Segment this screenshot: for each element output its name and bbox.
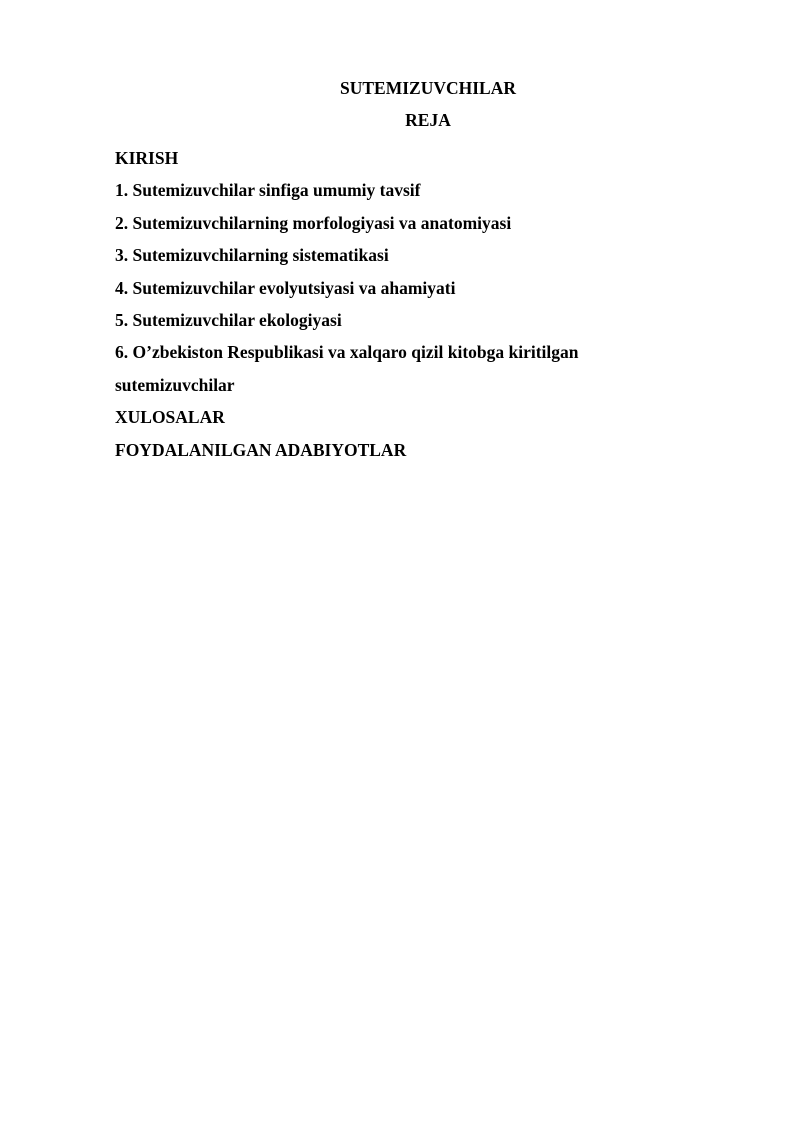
plan-item-2: 2. Sutemizuvchilarning morfologiyasi va anatomiyasi (115, 212, 512, 233)
plan-item-4: 4. Sutemizuvchilar evolyutsiyasi va ahamiyati (115, 277, 456, 298)
plan-item-conclusions: XULOSALAR (115, 407, 225, 428)
plan-list (115, 142, 675, 466)
plan-item-1: 1. Sutemizuvchilar sinfiga umumiy tavsif (115, 180, 421, 201)
plan-item-introduction: KIRISH (115, 148, 179, 168)
plan-item-5: 5. Sutemizuvchilar ekologiyasi (115, 309, 342, 330)
plan-item-references: FOYDALANILGAN ADABIYOTLAR (115, 439, 407, 460)
plan-item-3: 3. Sutemizuvchilarning sistematikasi (115, 245, 389, 266)
document-title: SUTEMIZUVCHILAR (340, 78, 516, 98)
plan-heading: REJA (405, 110, 451, 130)
plan-item-6: 6. O’zbekiston Respublikasi va xalqaro qizil kitobga kiritilgan (115, 342, 579, 363)
plan-item-6-continued: sutemizuvchilar (115, 374, 235, 395)
